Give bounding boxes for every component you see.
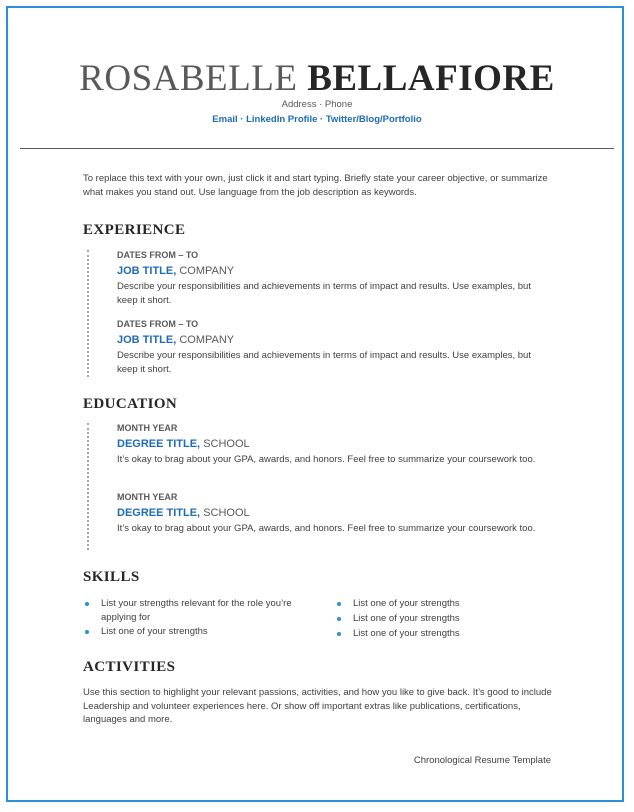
experience-entry[interactable]	[117, 249, 547, 308]
experience-timeline	[87, 250, 89, 377]
entry-description: Describe your responsibilities and achievements in terms of impact and results. Use examples, but keep it short.	[117, 350, 531, 375]
entry-description: Describe your responsibilities and achievements in terms of impact and results. Use examples, but keep it short.	[117, 281, 531, 306]
skill-text: List one of your strengths	[353, 628, 460, 639]
entry-title	[117, 332, 547, 348]
skill-text: List one of your strengths	[101, 626, 208, 637]
bullet-icon	[85, 602, 89, 606]
bullet-icon	[337, 617, 341, 621]
skill-item[interactable]	[353, 627, 553, 641]
skill-item[interactable]	[101, 597, 316, 625]
skill-text: List your strengths relevant for the role you’re applying for	[101, 598, 292, 623]
education-timeline	[87, 423, 89, 550]
experience-heading: EXPERIENCE	[83, 222, 186, 238]
degree-title: DEGREE TITLE,	[117, 438, 201, 450]
skill-text: List one of your strengths	[353, 598, 460, 609]
bullet-icon	[85, 630, 89, 634]
entry-title	[117, 505, 547, 521]
skill-item[interactable]	[101, 625, 316, 639]
skills-heading: SKILLS	[83, 569, 140, 585]
footer-label: Chronological Resume Template	[413, 755, 551, 766]
contact-info: Address · Phone	[281, 99, 353, 110]
job-title: JOB TITLE,	[117, 265, 177, 277]
portfolio-link[interactable]: Twitter/Blog/Portfolio	[325, 114, 422, 125]
link-separator: ·	[320, 114, 324, 125]
objective-text[interactable]: To replace this text with your own, just click it and start typing. Briefly state your career objective, or summarize what makes you stand out. Use language from the job description as keywords.	[83, 173, 548, 198]
activities-text[interactable]: Use this section to highlight your relevant passions, activities, and how you like to give back. It’s good to include Leadership and volunteer experiences here. Or show off important extras like publications, certifications, languages and more.	[83, 687, 552, 725]
company: COMPANY	[179, 265, 235, 277]
header-divider	[20, 148, 614, 149]
email-link[interactable]: Email	[212, 114, 238, 125]
bullet-icon	[337, 632, 341, 636]
entry-dates: DATES FROM – TO	[117, 250, 199, 260]
linkedin-link[interactable]: LinkedIn Profile	[246, 114, 318, 125]
last-name: BELLAFIORE	[307, 58, 555, 99]
bullet-icon	[337, 602, 341, 606]
company: COMPANY	[179, 334, 235, 346]
skill-item[interactable]	[353, 597, 553, 612]
skill-item[interactable]	[353, 612, 553, 627]
experience-entry[interactable]	[117, 318, 547, 377]
entry-title	[117, 263, 547, 279]
school: SCHOOL	[203, 438, 250, 450]
skills-list-left	[101, 597, 316, 639]
job-title: JOB TITLE,	[117, 334, 177, 346]
entry-dates: MONTH YEAR	[117, 423, 178, 433]
entry-description: It’s okay to brag about your GPA, awards, and honors. Feel free to summarize your coursework too.	[117, 454, 536, 465]
activities-heading: ACTIVITIES	[83, 659, 176, 675]
link-separator: ·	[240, 114, 244, 125]
contact-links	[0, 114, 634, 125]
applicant-name	[0, 58, 634, 100]
skills-list-right	[353, 597, 553, 641]
degree-title: DEGREE TITLE,	[117, 507, 201, 519]
entry-dates: MONTH YEAR	[117, 492, 178, 502]
skill-text: List one of your strengths	[353, 613, 460, 624]
first-name: ROSABELLE	[79, 58, 298, 99]
education-entry[interactable]	[117, 422, 547, 467]
entry-title	[117, 436, 547, 452]
school: SCHOOL	[203, 507, 250, 519]
education-heading: EDUCATION	[83, 396, 178, 412]
entry-dates: DATES FROM – TO	[117, 319, 199, 329]
entry-description: It’s okay to brag about your GPA, awards, and honors. Feel free to summarize your coursework too.	[117, 523, 536, 534]
education-entry[interactable]	[117, 491, 547, 536]
